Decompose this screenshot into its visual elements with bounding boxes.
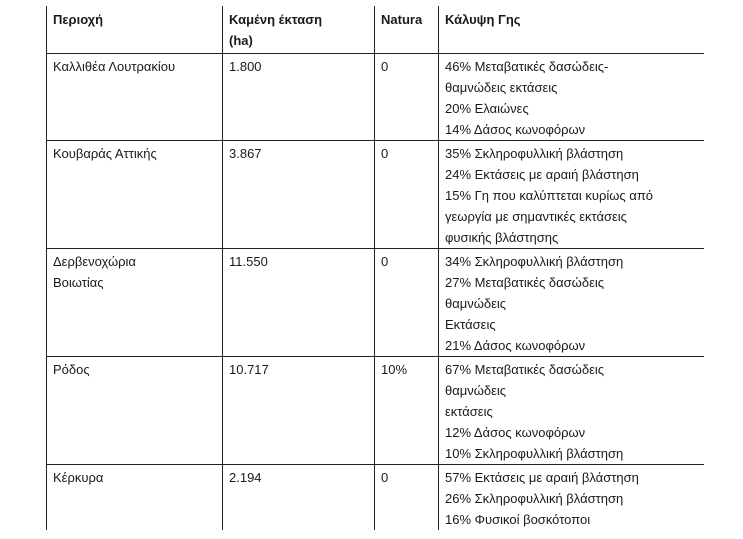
land-cover-line: 46% Μεταβατικές δασώδεις- xyxy=(445,59,609,74)
cell-burned-area: 11.550 xyxy=(223,249,375,357)
area-name-line: Καλλιθέα Λουτρακίου xyxy=(53,59,176,74)
header-area: Περιοχή xyxy=(47,6,223,54)
cell-natura: 0 xyxy=(375,465,439,531)
cell-burned-area: 10.717 xyxy=(223,357,375,465)
land-cover-line: φυσικής βλάστησης xyxy=(445,230,559,245)
land-cover-line: 14% Δάσος κωνοφόρων xyxy=(445,122,586,137)
cell-land-cover xyxy=(439,141,704,249)
cell-natura: 10% xyxy=(375,357,439,465)
land-cover-line: 24% Εκτάσεις με αραιή βλάστηση xyxy=(445,167,639,182)
cell-land-cover xyxy=(439,249,704,357)
table-row xyxy=(47,141,704,249)
table-row xyxy=(47,54,704,141)
cell-burned-area: 3.867 xyxy=(223,141,375,249)
cell-area xyxy=(47,357,223,465)
header-natura: Natura xyxy=(375,6,439,54)
area-name-line: Ρόδος xyxy=(53,362,90,377)
burned-areas-table xyxy=(46,6,704,530)
land-cover-line: 12% Δάσος κωνοφόρων xyxy=(445,425,586,440)
land-cover-line: 15% Γη που καλύπτεται κυρίως από xyxy=(445,188,654,203)
land-cover-line: 35% Σκληροφυλλική βλάστηση xyxy=(445,146,624,161)
cell-area xyxy=(47,249,223,357)
table-body xyxy=(47,54,704,531)
land-cover-line: εκτάσεις xyxy=(445,404,493,419)
land-cover-line: 20% Ελαιώνες xyxy=(445,101,529,116)
wildfire-table-container xyxy=(46,6,704,530)
cell-land-cover xyxy=(439,465,704,531)
area-name-line: Κέρκυρα xyxy=(53,470,104,485)
land-cover-line: 34% Σκληροφυλλική βλάστηση xyxy=(445,254,624,269)
table-row xyxy=(47,357,704,465)
land-cover-line: 26% Σκληροφυλλική βλάστηση xyxy=(445,491,624,506)
land-cover-line: θαμνώδεις εκτάσεις xyxy=(445,80,558,95)
table-row xyxy=(47,465,704,531)
cell-burned-area: 1.800 xyxy=(223,54,375,141)
cell-area xyxy=(47,141,223,249)
land-cover-line: 67% Μεταβατικές δασώδεις xyxy=(445,362,605,377)
land-cover-line: 57% Εκτάσεις με αραιή βλάστηση xyxy=(445,470,639,485)
area-name-line: Κουβαράς Αττικής xyxy=(53,146,157,161)
area-name-line: Δερβενοχώρια xyxy=(53,254,136,269)
cell-natura: 0 xyxy=(375,54,439,141)
header-burned-area-unit: (ha) xyxy=(229,33,253,48)
cell-area xyxy=(47,54,223,141)
cell-burned-area: 2.194 xyxy=(223,465,375,531)
area-name-line: Βοιωτίας xyxy=(53,275,104,290)
cell-natura: 0 xyxy=(375,141,439,249)
land-cover-line: γεωργία με σημαντικές εκτάσεις xyxy=(445,209,627,224)
cell-area xyxy=(47,465,223,531)
cell-land-cover xyxy=(439,54,704,141)
cell-land-cover xyxy=(439,357,704,465)
land-cover-line: θαμνώδεις xyxy=(445,383,507,398)
land-cover-line: 27% Μεταβατικές δασώδεις xyxy=(445,275,605,290)
header-burned-area-label: Καμένη έκταση xyxy=(229,12,323,27)
land-cover-line: 10% Σκληροφυλλική βλάστηση xyxy=(445,446,624,461)
land-cover-line: 16% Φυσικοί βοσκότοποι xyxy=(445,512,591,527)
header-land-cover: Κάλυψη Γης xyxy=(439,6,704,54)
land-cover-line: θαμνώδεις xyxy=(445,296,507,311)
table-header-row xyxy=(47,6,704,54)
table-row xyxy=(47,249,704,357)
header-burned-area xyxy=(223,6,375,54)
land-cover-line: Εκτάσεις xyxy=(445,317,496,332)
land-cover-line: 21% Δάσος κωνοφόρων xyxy=(445,338,586,353)
cell-natura: 0 xyxy=(375,249,439,357)
